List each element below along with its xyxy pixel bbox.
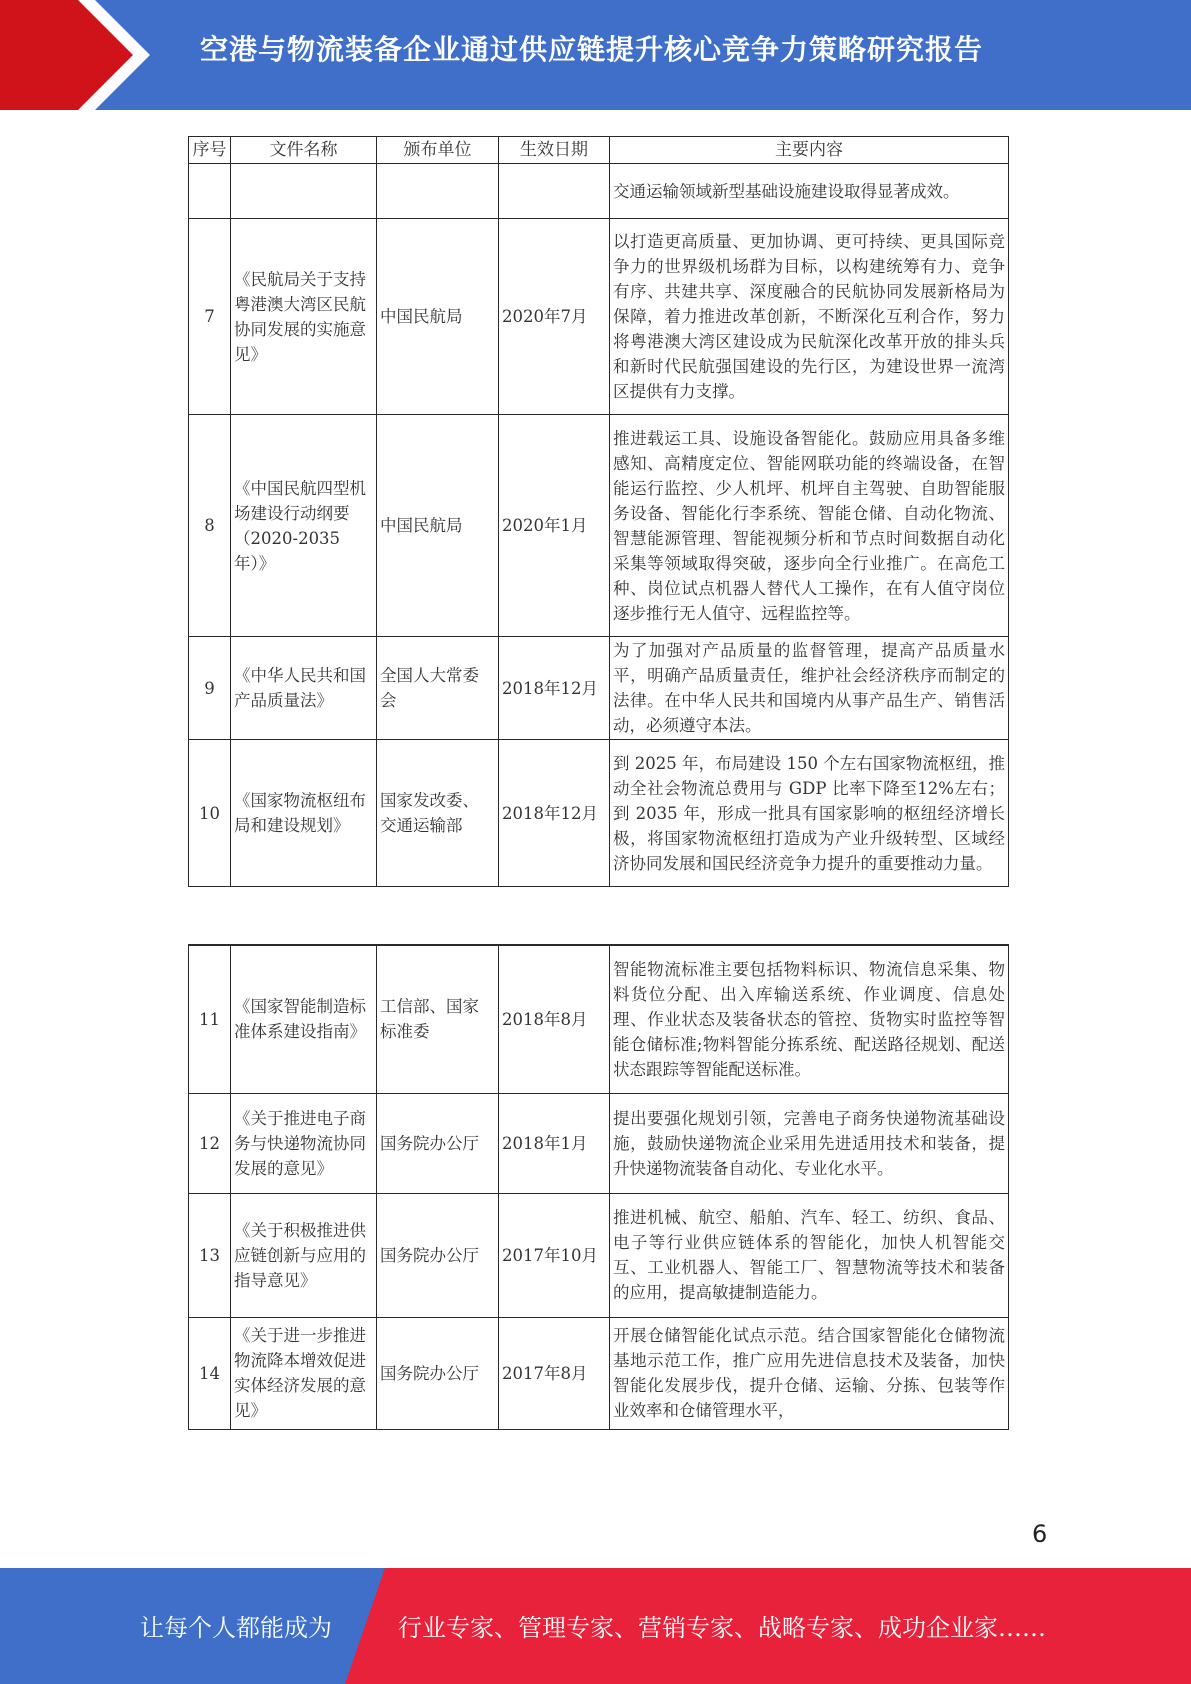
- table-header-row: [189, 137, 1009, 164]
- document-name: 《中华人民共和国产品质量法》: [231, 637, 377, 740]
- effective-date: 2017年10月: [499, 1193, 610, 1317]
- main-content: 开展仓储智能化试点示范。结合国家智能化仓储物流基地示范工作，推广应用先进信息技术及装备，加快智能化发展步伐，提升仓储、运输、分拣、包装等作业效率和仓储管理水平，: [610, 1317, 1009, 1429]
- table-row: [189, 219, 1009, 415]
- effective-date: 2020年1月: [499, 415, 610, 637]
- document-name: 《国家物流枢纽布局和建设规划》: [231, 740, 377, 887]
- footer-slogan-right: 行业专家、管理专家、营销专家、战略专家、成功企业家……: [398, 1614, 1046, 1642]
- effective-date: 2018年12月: [499, 637, 610, 740]
- document-name: 《关于推进电子商务与快递物流协同发展的意见》: [231, 1093, 377, 1193]
- effective-date: 2018年8月: [499, 945, 610, 1093]
- main-content: 到 2025 年，布局建设 150 个左右国家物流枢纽，推动全社会物流总费用与 GDP 比率下降至12%左右；到 2035 年，形成一批具有国家影响的枢纽经济增长极，将国家物流枢纽打造成为产业升级转型、区域经济协同发展和国民经济竞争力提升的重要推动力量。: [610, 740, 1009, 887]
- row-number: 8: [189, 415, 231, 637]
- table-row: [189, 415, 1009, 637]
- main-content: 推进载运工具、设施设备智能化。鼓励应用具备多维感知、高精度定位、智能网联功能的终端设备，在智能运行监控、少人机坪、机坪自主驾驶、自助智能服务设备、智能化行李系统、智能仓储、自动化物流、智慧能源管理、智能视频分析和节点时间数据自动化采集等领域取得突破，逐步向全行业推广。在高危工种、岗位试点机器人替代人工操作，在有人值守岗位逐步推行无人值守、远程监控等。: [610, 415, 1009, 637]
- issuing-authority: [377, 164, 499, 219]
- issuing-authority: 国家发改委、交通运输部: [377, 740, 499, 887]
- issuing-authority: 国务院办公厅: [377, 1093, 499, 1193]
- main-content: 提出要强化规划引领，完善电子商务快递物流基础设施，鼓励快递物流企业采用先进适用技术和装备，提升快递物流装备自动化、专业化水平。: [610, 1093, 1009, 1193]
- document-name: 《民航局关于支持粤港澳大湾区民航协同发展的实施意见》: [231, 219, 377, 415]
- header-issuer: 颁布单位: [377, 137, 499, 164]
- row-number: 7: [189, 219, 231, 415]
- header-banner: [0, 0, 1191, 110]
- footer-banner: [0, 1568, 1191, 1684]
- row-number: 10: [189, 740, 231, 887]
- table-row: [189, 637, 1009, 740]
- document-name: 《国家智能制造标准体系建设指南》: [231, 945, 377, 1093]
- header-content: 主要内容: [610, 137, 1009, 164]
- row-number: 11: [189, 945, 231, 1093]
- main-content: 为了加强对产品质量的监督管理，提高产品质量水平，明确产品质量责任，维护社会经济秩序而制定的法律。在中华人民共和国境内从事产品生产、销售活动，必须遵守本法。: [610, 637, 1009, 740]
- table-row: [189, 945, 1009, 1093]
- issuing-authority: 工信部、国家标准委: [377, 945, 499, 1093]
- row-number: 9: [189, 637, 231, 740]
- table-row: [189, 740, 1009, 887]
- table-row: [189, 1317, 1009, 1429]
- table-row: [189, 1193, 1009, 1317]
- table-body-part1: [189, 164, 1009, 887]
- report-title: 空港与物流装备企业通过供应链提升核心竞争力策略研究报告: [200, 33, 984, 66]
- document-name: 《关于积极推进供应链创新与应用的指导意见》: [231, 1193, 377, 1317]
- effective-date: 2017年8月: [499, 1317, 610, 1429]
- page-number: 6: [1032, 1520, 1048, 1548]
- issuing-authority: 全国人大常委会: [377, 637, 499, 740]
- header-date: 生效日期: [499, 137, 610, 164]
- document-name: 《中国民航四型机场建设行动纲要（2020-2035年）》: [231, 415, 377, 637]
- issuing-authority: 中国民航局: [377, 219, 499, 415]
- issuing-authority: 中国民航局: [377, 415, 499, 637]
- header-no: 序号: [189, 137, 231, 164]
- header-name: 文件名称: [231, 137, 377, 164]
- row-number: 14: [189, 1317, 231, 1429]
- main-content: 推进机械、航空、船舶、汽车、轻工、纺织、食品、电子等行业供应链体系的智能化，加快人机智能交互、工业机器人、智能工厂、智慧物流等技术和装备的应用，提高敏捷制造能力。: [610, 1193, 1009, 1317]
- issuing-authority: 国务院办公厅: [377, 1193, 499, 1317]
- footer-slogan-left: 让每个人都能成为: [140, 1614, 332, 1642]
- effective-date: 2018年1月: [499, 1093, 610, 1193]
- main-content: 智能物流标准主要包括物料标识、物流信息采集、物料货位分配、出入库输送系统、作业调度、信息处理、作业状态及装备状态的管控、货物实时监控等智能仓储标准;物料智能分拣系统、配送路径规划、配送状态跟踪等智能配送标准。: [610, 945, 1009, 1093]
- policy-table-part1: [188, 136, 1009, 887]
- main-content: 以打造更高质量、更加协调、更可持续、更具国际竞争力的世界级机场群为目标，以构建统筹有力、竞争有序、共建共享、深度融合的民航协同发展新格局为保障，着力推进改革创新，不断深化互利合作，努力将粤港澳大湾区建设成为民航深化改革开放的排头兵和新时代民航强国建设的先行区，为建设世界一流湾区提供有力支撑。: [610, 219, 1009, 415]
- table-body-part2: [189, 945, 1009, 1429]
- issuing-authority: 国务院办公厅: [377, 1317, 499, 1429]
- main-content: 交通运输领域新型基础设施建设取得显著成效。: [610, 164, 1009, 219]
- row-number: 13: [189, 1193, 231, 1317]
- effective-date: 2018年12月: [499, 740, 610, 887]
- effective-date: 2020年7月: [499, 219, 610, 415]
- table-row: [189, 164, 1009, 219]
- table-row: [189, 1093, 1009, 1193]
- document-name: 《关于进一步推进物流降本增效促进实体经济发展的意见》: [231, 1317, 377, 1429]
- policy-table-part2: [188, 944, 1009, 1430]
- row-number: 12: [189, 1093, 231, 1193]
- document-name: [231, 164, 377, 219]
- effective-date: [499, 164, 610, 219]
- row-number: [189, 164, 231, 219]
